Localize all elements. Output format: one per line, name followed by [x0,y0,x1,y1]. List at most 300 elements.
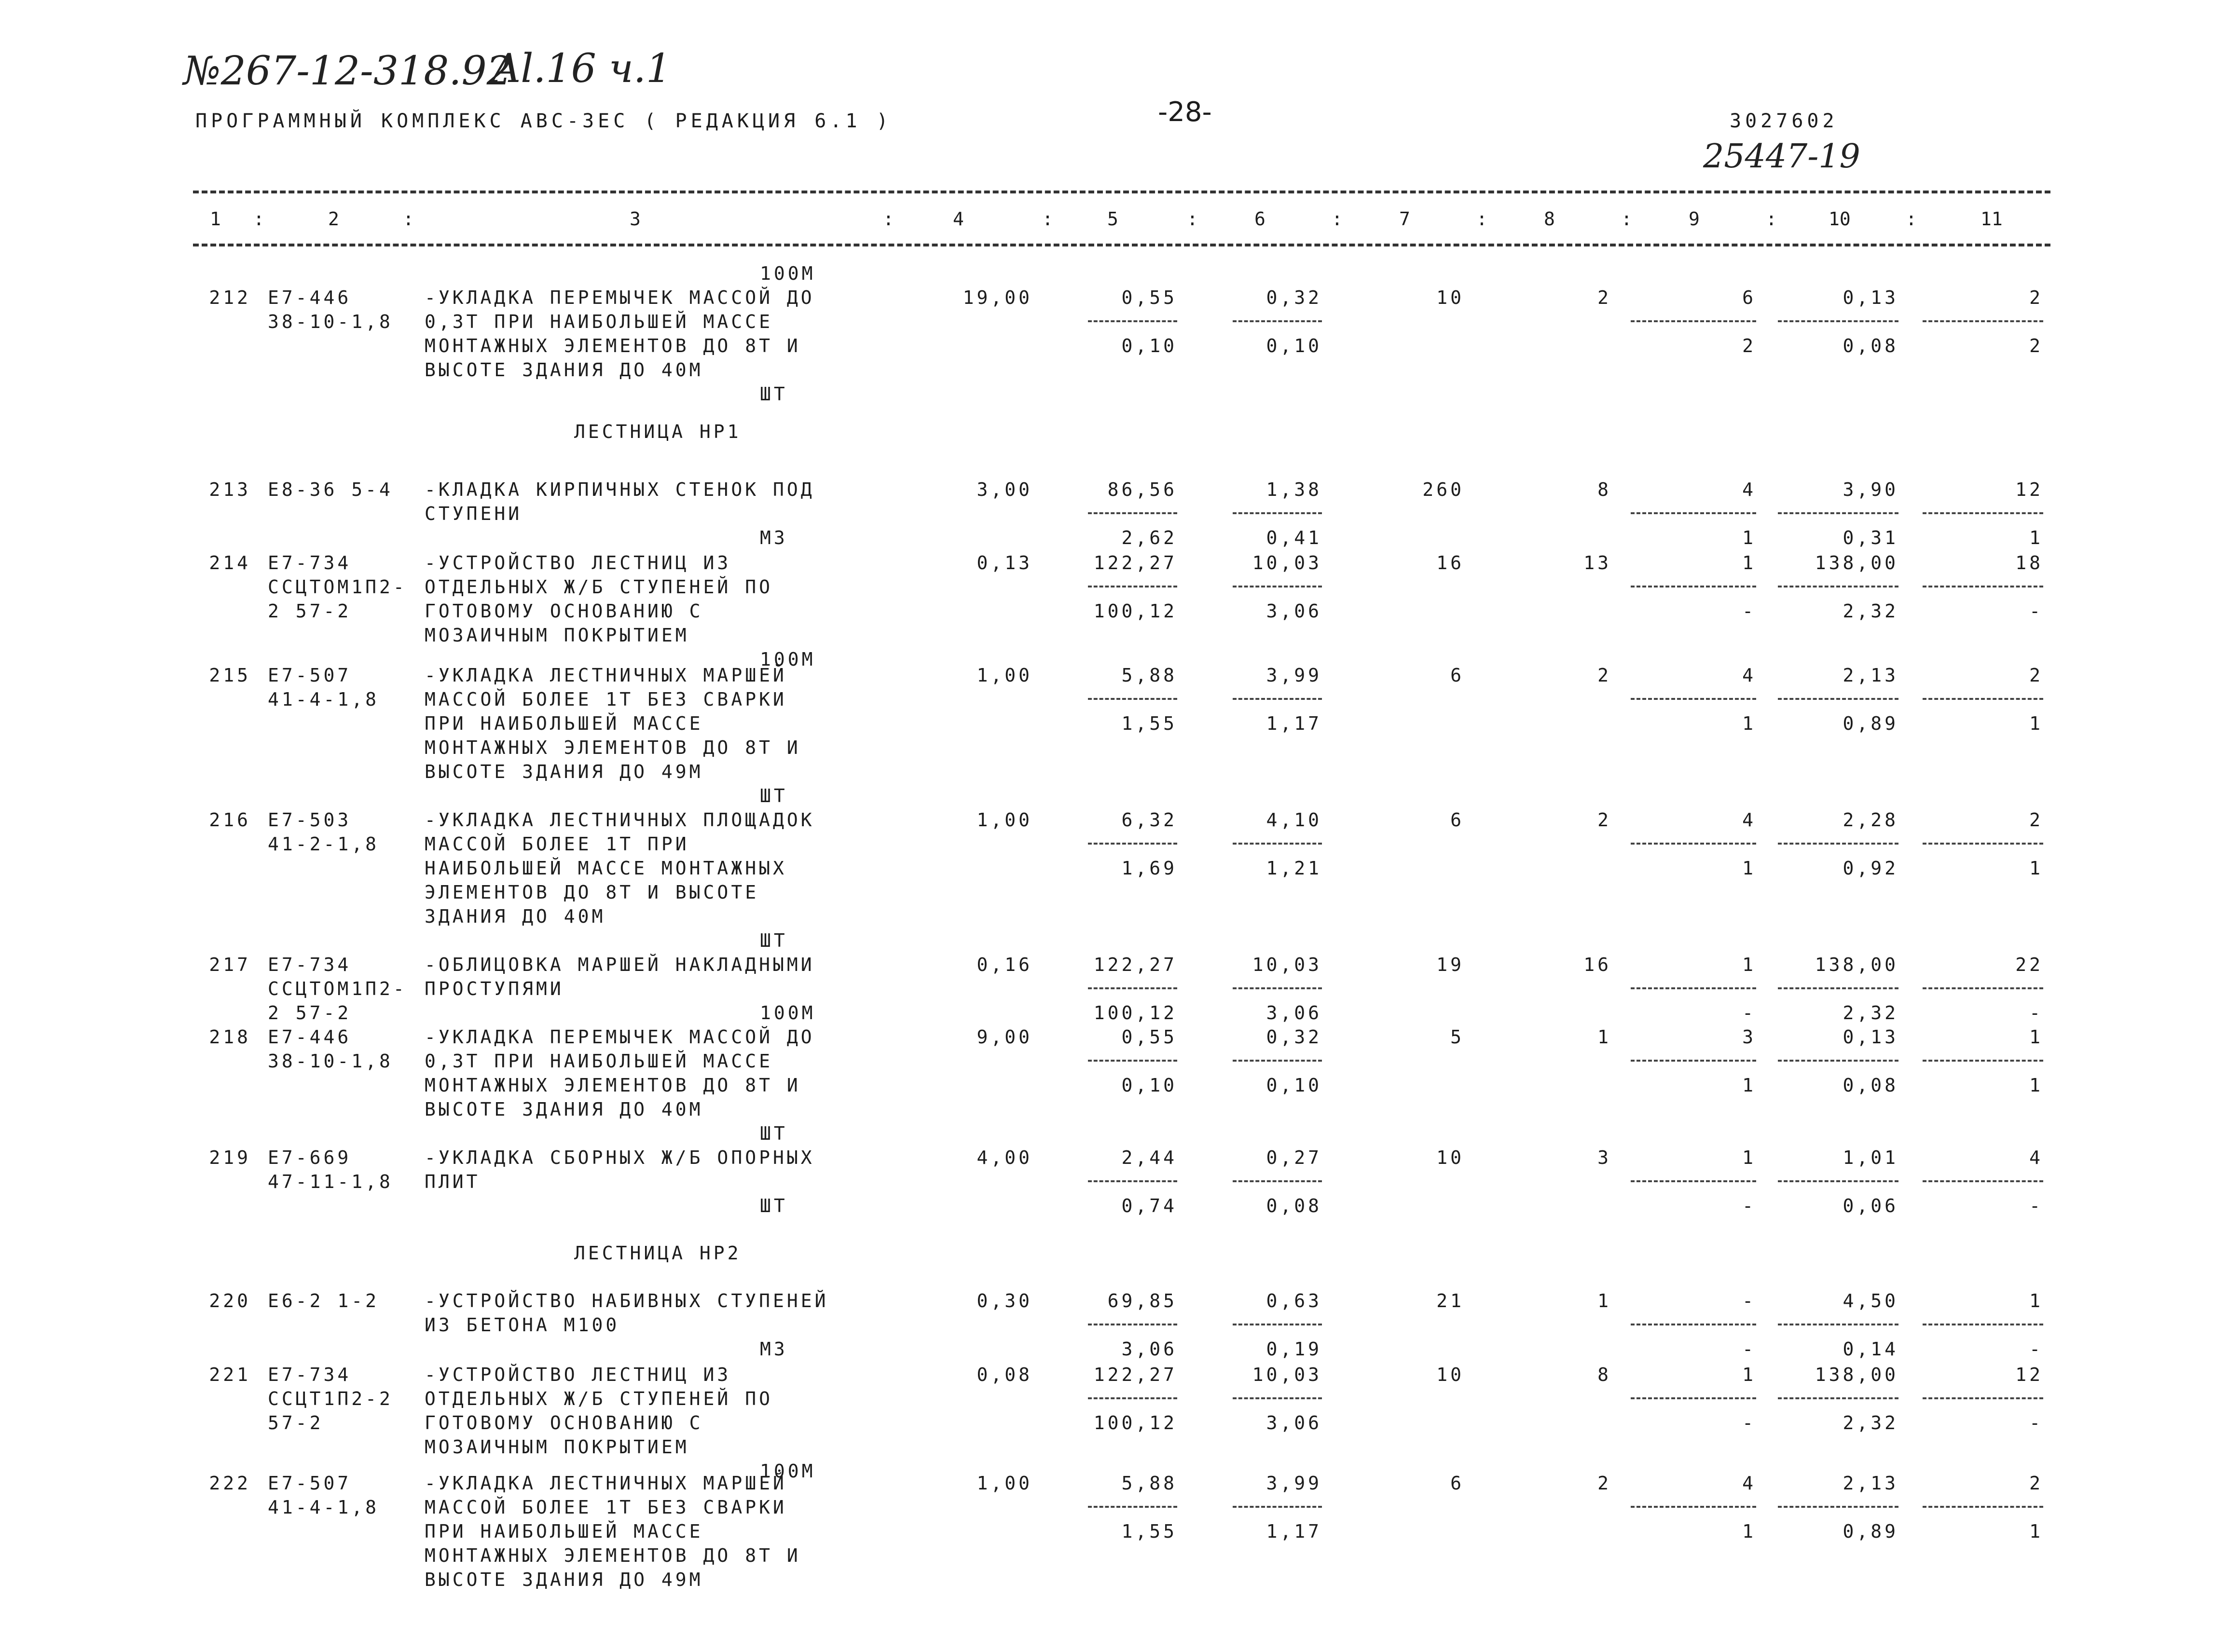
cell-value: 0,74 [1121,1195,1177,1216]
work-description: ПЛИТ [425,1171,481,1192]
col-header-5: 5 [1107,208,1118,230]
cell-value: - [2029,1412,2043,1434]
cell-value: 4,50 [1843,1290,1898,1311]
cell-value: 1 [1597,1290,1611,1311]
cell-value: - [1742,1412,1756,1434]
col-separator: : [883,208,894,230]
col-separator: : [1906,208,1917,230]
cell-value: 16 [1436,552,1464,573]
cell-value: 2 [1742,335,1756,356]
col-header-8: 8 [1544,208,1555,230]
work-description: -УСТРОЙСТВО ЛЕСТНИЦ ИЗ [425,1364,731,1385]
cell-divider [1088,698,1177,700]
cell-divider [1233,1060,1322,1062]
col-separator: : [1042,208,1053,230]
cell-value: 10 [1436,1147,1464,1168]
cell-value: 4,10 [1266,809,1322,831]
cell-value: 0,55 [1121,1026,1177,1048]
cell-value: 1 [1742,858,1756,879]
cell-value: 0,10 [1121,1075,1177,1096]
cell-value: 1,69 [1121,858,1177,879]
cell-value: 2,44 [1121,1147,1177,1168]
unit-label: 100М [760,649,816,670]
work-description: МАССОЙ БОЛЕЕ 1Т ПРИ [425,833,689,855]
norm-code: Е7-507 [268,665,352,686]
col-separator: : [253,208,264,230]
norm-code: 41-4-1,8 [268,1497,380,1518]
cell-divider [1778,987,1898,989]
col-header-7: 7 [1399,208,1410,230]
work-description: ВЫСОТЕ ЗДАНИЯ ДО 49М [425,1569,703,1590]
cell-divider [1631,698,1756,700]
work-description: ПРИ НАИБОЛЬШЕЙ МАССЕ [425,713,703,734]
cell-value: 4 [1742,665,1756,686]
unit-label: М3 [760,527,788,548]
cell-value: 0,08 [1843,335,1898,356]
cell-divider [1088,843,1177,845]
work-description: МОЗАИЧНЫМ ПОКРЫТИЕМ [425,1436,689,1458]
work-description: -УКЛАДКА СБОРНЫХ Ж/Б ОПОРНЫХ [425,1147,815,1168]
cell-value: 8 [1597,479,1611,500]
work-description: МОНТАЖНЫХ ЭЛЕМЕНТОВ ДО 8Т И [425,1075,801,1096]
cell-value: 0,10 [1121,335,1177,356]
cell-value: 19 [1436,954,1464,975]
table-top-rule [193,191,2050,193]
cell-value: 4 [1742,809,1756,831]
cell-value: 2,32 [1843,601,1898,622]
table-header-rule [193,244,2050,246]
work-description: 0,3Т ПРИ НАИБОЛЬШЕЙ МАССЕ [425,311,773,332]
cell-divider [1088,586,1177,587]
cell-value: 3,06 [1266,1412,1322,1434]
cell-value: 3,99 [1266,1473,1322,1494]
work-description: НАИБОЛЬШЕЙ МАССЕ МОНТАЖНЫХ [425,858,787,879]
cell-value: 21 [1436,1290,1464,1311]
cell-value: 122,27 [1093,954,1177,975]
cell-value: 10 [1436,287,1464,308]
cell-value: 69,85 [1107,1290,1177,1311]
cell-divider [1923,843,2043,845]
cell-value: 6 [1450,665,1464,686]
program-title: ПРОГРАММНЫЙ КОМПЛЕКС АВС-3ЕС ( РЕДАКЦИЯ 6.1 ) [195,110,892,132]
cell-value: 1 [2029,1075,2043,1096]
cell-value: 0,14 [1843,1338,1898,1360]
cell-value: 1 [2029,1026,2043,1048]
col-header-1: 1 [210,208,221,230]
cell-value: - [1742,1195,1756,1216]
cell-value: 100,12 [1093,1412,1177,1434]
norm-code: 41-4-1,8 [268,689,380,710]
cell-value: 1 [2029,858,2043,879]
cell-value: 1 [1742,1364,1756,1385]
cell-value: 100,12 [1093,601,1177,622]
cell-divider [1233,698,1322,700]
cell-value: 3 [1742,1026,1756,1048]
unit-label: 100М [760,263,816,284]
cell-value: 2,13 [1843,1473,1898,1494]
cell-value: 1,00 [976,665,1032,686]
cell-value: 9,00 [976,1026,1032,1048]
work-description: ВЫСОТЕ ЗДАНИЯ ДО 49М [425,761,703,782]
norm-code: 57-2 [268,1412,324,1434]
norm-code: ССЦТ1П2-2 [268,1388,393,1409]
norm-code: Е7-734 [268,552,352,573]
cell-value: 0,30 [976,1290,1032,1311]
cell-divider [1923,320,2043,322]
cell-divider [1923,698,2043,700]
cell-divider [1923,1060,2043,1062]
cell-divider [1631,320,1756,322]
row-number: 219 [209,1147,251,1168]
cell-value: 3,90 [1843,479,1898,500]
work-description: -УКЛАДКА ЛЕСТНИЧНЫХ МАРШЕЙ [425,665,787,686]
cell-value: 1,55 [1121,1521,1177,1542]
cell-value: 2 [2029,335,2043,356]
cell-value: 6 [1742,287,1756,308]
norm-code: 38-10-1,8 [268,1051,393,1072]
cell-value: 0,10 [1266,1075,1322,1096]
work-description: ГОТОВОМУ ОСНОВАНИЮ С [425,1412,703,1434]
handwritten-sheet: Al.16 ч.1 [492,46,672,92]
norm-code: Е7-503 [268,809,352,831]
row-number: 213 [209,479,251,500]
norm-code: 38-10-1,8 [268,311,393,332]
cell-value: 0,27 [1266,1147,1322,1168]
cell-divider [1233,1506,1322,1508]
cell-value: 13 [1583,552,1611,573]
cell-value: 138,00 [1815,1364,1898,1385]
cell-value: 1,00 [976,1473,1032,1494]
cell-value: 12 [2015,1364,2043,1385]
cell-value: 0,89 [1843,1521,1898,1542]
cell-value: 16 [1583,954,1611,975]
cell-value: 3 [1597,1147,1611,1168]
unit-label: ШТ [760,1195,788,1216]
row-number: 216 [209,809,251,831]
unit-label: ШТ [760,930,788,951]
cell-value: - [1742,1002,1756,1024]
cell-value: 4 [1742,1473,1756,1494]
col-separator: : [1476,208,1487,230]
work-description: МОНТАЖНЫХ ЭЛЕМЕНТОВ ДО 8Т И [425,335,801,356]
cell-divider [1923,1506,2043,1508]
cell-divider [1088,320,1177,322]
cell-value: 6 [1450,809,1464,831]
cell-value: 5,88 [1121,665,1177,686]
cell-value: 1 [1742,954,1756,975]
section-heading: ЛЕСТНИЦА НР1 [574,421,742,442]
cell-value: 1 [2029,713,2043,734]
work-description: МОНТАЖНЫХ ЭЛЕМЕНТОВ ДО 8Т И [425,737,801,758]
cell-divider [1923,586,2043,587]
cell-value: 8 [1597,1364,1611,1385]
cell-value: 3,06 [1266,1002,1322,1024]
row-number: 218 [209,1026,251,1048]
work-description: МАССОЙ БОЛЕЕ 1Т БЕЗ СВАРКИ [425,1497,787,1518]
norm-code: Е8-36 5-4 [268,479,393,500]
col-separator: : [403,208,414,230]
cell-value: 0,63 [1266,1290,1322,1311]
cell-divider [1088,1180,1177,1182]
work-description: -КЛАДКА КИРПИЧНЫХ СТЕНОК ПОД [425,479,815,500]
cell-value: - [1742,601,1756,622]
col-header-4: 4 [953,208,964,230]
cell-divider [1088,987,1177,989]
cell-divider [1778,843,1898,845]
work-description: ОТДЕЛЬНЫХ Ж/Б СТУПЕНЕЙ ПО [425,1388,773,1409]
cell-divider [1233,512,1322,514]
norm-code: ССЦТОМ1П2- [268,576,407,598]
cell-value: 2 [1597,809,1611,831]
cell-value: 3,00 [976,479,1032,500]
cell-value: 1,21 [1266,858,1322,879]
cell-value: 6,32 [1121,809,1177,831]
cell-value: 138,00 [1815,954,1898,975]
cell-value: 122,27 [1093,1364,1177,1385]
work-description: ЗДАНИЯ ДО 40М [425,906,606,927]
cell-divider [1631,1324,1756,1325]
unit-label: ШТ [760,785,788,806]
cell-divider [1778,1397,1898,1399]
work-description: ВЫСОТЕ ЗДАНИЯ ДО 40М [425,1099,703,1120]
cell-value: 0,13 [976,552,1032,573]
cell-divider [1631,1397,1756,1399]
cell-value: 4,00 [976,1147,1032,1168]
cell-divider [1923,987,2043,989]
cell-value: 1 [2029,1290,2043,1311]
col-header-10: 10 [1829,208,1851,230]
handwritten-reference: №267-12-318.92 [183,48,512,94]
work-description: -УКЛАДКА ЛЕСТНИЧНЫХ МАРШЕЙ [425,1473,787,1494]
cell-value: 0,32 [1266,1026,1322,1048]
cell-value: 10,03 [1252,552,1322,573]
cell-divider [1233,987,1322,989]
cell-value: 0,10 [1266,335,1322,356]
row-number: 217 [209,954,251,975]
cell-divider [1631,1506,1756,1508]
cell-divider [1233,320,1322,322]
cell-value: 0,13 [1843,287,1898,308]
work-description: -УСТРОЙСТВО ЛЕСТНИЦ ИЗ [425,552,731,573]
norm-code: Е7-734 [268,1364,352,1385]
cell-divider [1923,1180,2043,1182]
work-description: -УКЛАДКА ПЕРЕМЫЧЕК МАССОЙ ДО [425,287,815,308]
col-header-11: 11 [1980,208,2003,230]
norm-code: Е7-446 [268,287,352,308]
norm-code: ССЦТОМ1П2- [268,978,407,999]
col-separator: : [1621,208,1632,230]
cell-value: 2 [1597,287,1611,308]
cell-value: 2,62 [1121,527,1177,548]
cell-value: 1 [1742,1147,1756,1168]
cell-divider [1778,512,1898,514]
cell-divider [1631,1180,1756,1182]
cell-value: 22 [2015,954,2043,975]
cell-divider [1923,1397,2043,1399]
cell-value: 1 [1742,527,1756,548]
cell-value: 1 [2029,527,2043,548]
cell-value: 0,08 [976,1364,1032,1385]
work-description: ГОТОВОМУ ОСНОВАНИЮ С [425,601,703,622]
row-number: 220 [209,1290,251,1311]
cell-value: 1 [1742,713,1756,734]
cell-value: 0,16 [976,954,1032,975]
cell-value: 138,00 [1815,552,1898,573]
work-description: ЭЛЕМЕНТОВ ДО 8Т И ВЫСОТЕ [425,882,759,903]
cell-value: 0,13 [1843,1026,1898,1048]
work-description: МАССОЙ БОЛЕЕ 1Т БЕЗ СВАРКИ [425,689,787,710]
cell-divider [1088,1060,1177,1062]
cell-value: 0,55 [1121,287,1177,308]
cell-divider [1631,987,1756,989]
cell-value: 1,55 [1121,713,1177,734]
cell-value: - [2029,1002,2043,1024]
cell-value: 2 [1597,665,1611,686]
cell-divider [1088,1324,1177,1325]
cell-value: 2 [1597,1473,1611,1494]
cell-divider [1631,1060,1756,1062]
cell-value: 0,41 [1266,527,1322,548]
cell-value: 10,03 [1252,954,1322,975]
cell-value: 2 [2029,809,2043,831]
page-number: -28- [1158,96,1212,128]
cell-value: 0,06 [1843,1195,1898,1216]
cell-divider [1233,1180,1322,1182]
handwritten-doc-number: 25447-19 [1703,137,1860,176]
cell-divider [1233,1324,1322,1325]
cell-divider [1088,1397,1177,1399]
cell-divider [1778,1060,1898,1062]
cell-value: 12 [2015,479,2043,500]
cell-value: 260 [1422,479,1464,500]
norm-code: 2 57-2 [268,601,352,622]
cell-value: 0,08 [1266,1195,1322,1216]
row-number: 212 [209,287,251,308]
cell-value: 3,06 [1121,1338,1177,1360]
cell-value: 0,31 [1843,527,1898,548]
unit-label: М3 [760,1338,788,1360]
cell-value: 10,03 [1252,1364,1322,1385]
cell-value: 2 [2029,1473,2043,1494]
work-description: МОЗАИЧНЫМ ПОКРЫТИЕМ [425,625,689,646]
work-description: СТУПЕНИ [425,503,523,524]
cell-value: 4 [1742,479,1756,500]
cell-value: 1 [1597,1026,1611,1048]
cell-divider [1088,512,1177,514]
cell-value: 1 [1742,552,1756,573]
col-header-3: 3 [630,208,641,230]
work-description: ВЫСОТЕ ЗДАНИЯ ДО 40М [425,359,703,381]
cell-value: - [1742,1290,1756,1311]
cell-divider [1631,512,1756,514]
work-description: ИЗ БЕТОНА М100 [425,1314,620,1336]
cell-value: 0,32 [1266,287,1322,308]
col-separator: : [1332,208,1343,230]
cell-value: 1 [1742,1075,1756,1096]
cell-divider [1778,1180,1898,1182]
col-header-6: 6 [1254,208,1265,230]
norm-code: Е6-2 1-2 [268,1290,380,1311]
work-description: ПРОСТУПЯМИ [425,978,564,999]
cell-value: 0,19 [1266,1338,1322,1360]
unit-label: ШТ [760,383,788,405]
cell-value: - [2029,1195,2043,1216]
col-separator: : [1766,208,1777,230]
cell-divider [1923,512,2043,514]
row-number: 215 [209,665,251,686]
unit-label: ШТ [760,1123,788,1144]
row-number: 222 [209,1473,251,1494]
unit-label: 100М [760,1461,816,1482]
norm-code: Е7-507 [268,1473,352,1494]
cell-value: 122,27 [1093,552,1177,573]
cell-value: 19,00 [963,287,1032,308]
cell-value: 1,17 [1266,1521,1322,1542]
cell-value: 1,01 [1843,1147,1898,1168]
col-separator: : [1187,208,1198,230]
cell-value: 1,00 [976,809,1032,831]
cell-value: 2 [2029,287,2043,308]
col-header-9: 9 [1689,208,1700,230]
cell-divider [1233,586,1322,587]
cell-value: - [2029,601,2043,622]
cell-value: 2,32 [1843,1002,1898,1024]
document-code: 3027602 [1730,110,1838,132]
cell-value: 2,28 [1843,809,1898,831]
norm-code: 47-11-1,8 [268,1171,393,1192]
cell-divider [1923,1324,2043,1325]
work-description: ПРИ НАИБОЛЬШЕЙ МАССЕ [425,1521,703,1542]
cell-divider [1233,843,1322,845]
cell-value: 18 [2015,552,2043,573]
cell-divider [1088,1506,1177,1508]
unit-label: 100М [760,1002,816,1024]
work-description: -ОБЛИЦОВКА МАРШЕЙ НАКЛАДНЫМИ [425,954,815,975]
cell-value: - [1742,1338,1756,1360]
cell-value: 1 [1742,1521,1756,1542]
work-description: -УКЛАДКА ПЕРЕМЫЧЕК МАССОЙ ДО [425,1026,815,1048]
cell-value: 2,32 [1843,1412,1898,1434]
cell-divider [1778,320,1898,322]
cell-divider [1778,1324,1898,1325]
cell-value: 2,13 [1843,665,1898,686]
norm-code: Е7-446 [268,1026,352,1048]
cell-divider [1778,698,1898,700]
cell-value: 1 [2029,1521,2043,1542]
norm-code: 41-2-1,8 [268,833,380,855]
cell-divider [1778,1506,1898,1508]
work-description: -УСТРОЙСТВО НАБИВНЫХ СТУПЕНЕЙ [425,1290,829,1311]
cell-value: 1,17 [1266,713,1322,734]
work-description: МОНТАЖНЫХ ЭЛЕМЕНТОВ ДО 8Т И [425,1545,801,1566]
col-header-2: 2 [328,208,339,230]
cell-value: 4 [2029,1147,2043,1168]
work-description: 0,3Т ПРИ НАИБОЛЬШЕЙ МАССЕ [425,1051,773,1072]
cell-value: 5 [1450,1026,1464,1048]
cell-value: 0,08 [1843,1075,1898,1096]
cell-value: 10 [1436,1364,1464,1385]
cell-value: 0,89 [1843,713,1898,734]
cell-divider [1778,586,1898,587]
norm-code: Е7-734 [268,954,352,975]
row-number: 221 [209,1364,251,1385]
row-number: 214 [209,552,251,573]
cell-value: 100,12 [1093,1002,1177,1024]
norm-code: 2 57-2 [268,1002,352,1024]
cell-divider [1631,586,1756,587]
cell-value: 3,99 [1266,665,1322,686]
section-heading: ЛЕСТНИЦА НР2 [574,1242,742,1264]
